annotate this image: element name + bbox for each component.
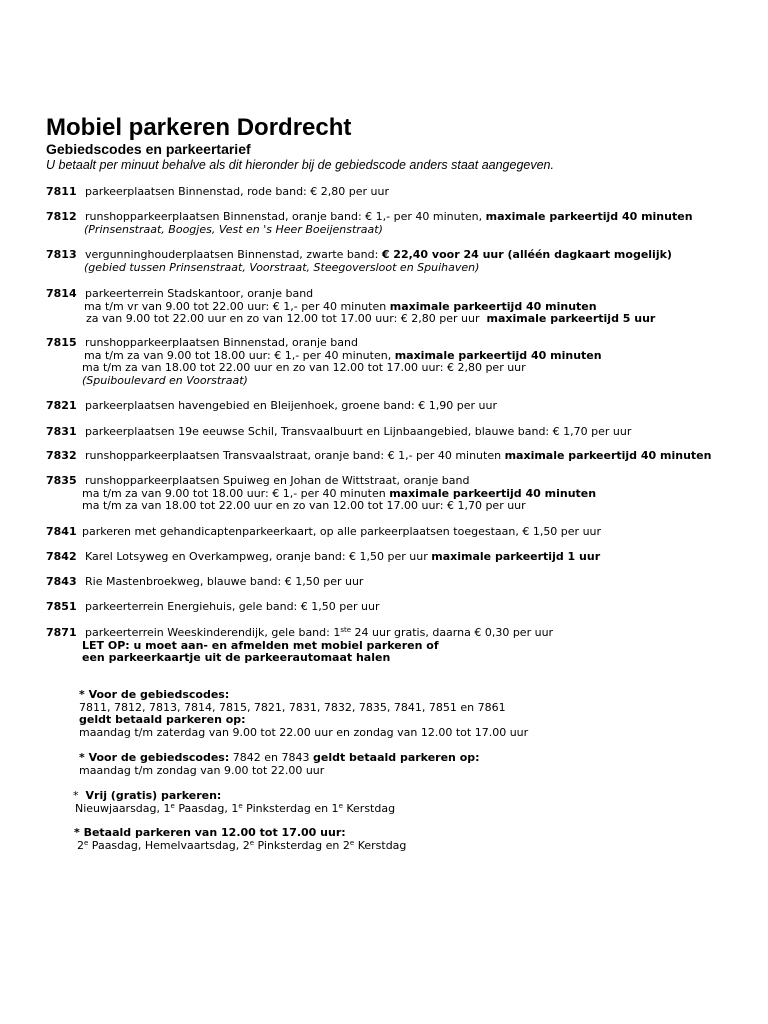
note-times: maandag t/m zaterdag van 9.00 tot 22.00 uur en zondag van 12.00 tot 17.00 uur bbox=[79, 725, 529, 739]
rate-evening: ma t/m za van 18.00 tot 22.00 uur en zo van 12.00 tot 17.00 uur: € 2,80 per uur bbox=[82, 361, 526, 374]
note-heading: Vrij (gratis) parkeren: bbox=[85, 789, 222, 802]
max-parking-time: maximale parkeertijd 40 minuten bbox=[394, 348, 602, 362]
max-parking-time: maximale parkeertijd 40 minuten bbox=[504, 449, 712, 462]
note-paid-parking-afternoon bbox=[74, 827, 768, 852]
area-code: 7821 bbox=[46, 399, 77, 412]
area-code: 7832 bbox=[46, 449, 77, 462]
area-description: parkeerplaatsen havengebied en Bleijenhoek, groene band: € 1,90 per uur bbox=[85, 399, 497, 412]
note-times: maandag t/m zondag van 9.00 tot 22.00 uur bbox=[79, 763, 325, 777]
note-free-parking bbox=[73, 790, 768, 815]
day-card-rate: € 22,40 voor 24 uur (alléén dagkaart mogelijk) bbox=[381, 248, 672, 261]
warning-text: LET OP: u moet aan- en afmelden met mobiel parkeren of bbox=[82, 638, 439, 652]
rate-weekday: ma t/m vr van 9.00 tot 22.00 uur: € 1,- per 40 minuten bbox=[84, 299, 387, 313]
max-parking-time: maximale parkeertijd 40 minuten bbox=[389, 299, 597, 313]
note-paid-parking-general bbox=[79, 689, 768, 739]
area-description: runshopparkeerplaatsen Binnenstad, oranje band bbox=[85, 336, 358, 349]
max-parking-time: maximale parkeertijd 1 uur bbox=[431, 550, 601, 563]
area-code: 7811 bbox=[46, 185, 77, 198]
area-entry-7814 bbox=[0, 288, 768, 326]
note-heading: * Voor de gebiedscodes: bbox=[79, 688, 230, 701]
area-streets: (Prinsenstraat, Boogjes, Vest en 's Heer Boeijenstraat) bbox=[84, 222, 383, 236]
area-entry-7851 bbox=[0, 601, 768, 614]
area-code: 7841 bbox=[46, 525, 77, 538]
note-area-codes: 7811, 7812, 7813, 7814, 7815, 7821, 7831, 7832, 7835, 7841, 7851 en 7861 bbox=[79, 700, 506, 714]
note-subheading: geldt betaald parkeren op: bbox=[79, 713, 246, 726]
area-entry-7821 bbox=[0, 400, 768, 413]
note-heading: * Voor de gebiedscodes: bbox=[79, 751, 230, 764]
note-area-codes: 7842 en 7843 bbox=[232, 751, 310, 764]
warning-text: een parkeerkaartje uit de parkeerautomaat halen bbox=[82, 651, 391, 664]
area-code: 7835 bbox=[46, 474, 77, 487]
page-title: Mobiel parkeren Dordrecht bbox=[46, 114, 352, 141]
area-description: Karel Lotsyweg en Overkampweg, oranje band: € 1,50 per uur bbox=[85, 550, 428, 563]
area-description: parkeerplaatsen 19e eeuwse Schil, Transvaalbuurt en Lijnbaangebied, blauwe band: € 1,70 per uur bbox=[85, 425, 632, 438]
note-holidays: Nieuwjaarsdag, 1e Paasdag, 1e Pinksterdag en 1e Kerstdag bbox=[75, 801, 396, 815]
area-entry-7843 bbox=[0, 576, 768, 589]
max-parking-time: maximale parkeertijd 5 uur bbox=[486, 312, 656, 325]
area-description: vergunninghouderplaatsen Binnenstad, zwarte band: bbox=[85, 248, 379, 261]
area-streets: (Spuiboulevard en Voorstraat) bbox=[82, 373, 248, 387]
max-parking-time: maximale parkeertijd 40 minuten bbox=[389, 486, 597, 500]
area-description: parkeerplaatsen Binnenstad, rode band: € 2,80 per uur bbox=[85, 185, 389, 198]
area-description: parkeren met gehandicaptenparkeerkaart, op alle parkeerplaatsen toegestaan, € 1,50 per uur bbox=[82, 525, 602, 538]
area-code: 7842 bbox=[46, 550, 77, 563]
intro-text: U betaalt per minuut behalve als dit hieronder bij de gebiedscode anders staat aangegeven. bbox=[46, 158, 554, 172]
rate-evening: ma t/m za van 18.00 tot 22.00 uur en zo van 12.00 tot 17.00 uur: € 1,70 per uur bbox=[82, 499, 526, 512]
area-description: runshopparkeerplaatsen Spuiweg en Johan de Wittstraat, oranje band bbox=[85, 474, 470, 487]
area-description: Rie Mastenbroekweg, blauwe band: € 1,50 per uur bbox=[85, 575, 364, 588]
area-code: 7812 bbox=[46, 210, 77, 223]
area-description: parkeerterrein Stadskantoor, oranje band bbox=[85, 287, 314, 300]
area-streets: (gebied tussen Prinsenstraat, Voorstraat, Steegoversloot en Spuihaven) bbox=[84, 260, 480, 274]
area-entry-7841 bbox=[0, 526, 768, 539]
note-paid-parking-7842-7843 bbox=[79, 752, 768, 777]
area-entry-7811 bbox=[0, 186, 768, 199]
area-entry-7812 bbox=[0, 211, 768, 236]
note-subheading: geldt betaald parkeren op: bbox=[312, 751, 480, 764]
note-star: * bbox=[73, 789, 79, 802]
area-entry-7815 bbox=[0, 337, 768, 387]
area-entry-7871 bbox=[0, 627, 768, 665]
note-heading: * Betaald parkeren van 12.00 tot 17.00 uur: bbox=[74, 826, 346, 839]
area-code: 7831 bbox=[46, 425, 77, 438]
area-code: 7815 bbox=[46, 336, 77, 349]
rate-weekend: za van 9.00 tot 22.00 uur en zo van 12.00 tot 17.00 uur: € 2,80 per uur bbox=[86, 312, 480, 325]
area-description: parkeerterrein Weeskinderendijk, gele band: 1ste 24 uur gratis, daarna € 0,30 per uur bbox=[85, 626, 554, 639]
area-code: 7871 bbox=[46, 626, 77, 639]
area-description: parkeerterrein Energiehuis, gele band: € 1,50 per uur bbox=[85, 600, 380, 613]
max-parking-time: maximale parkeertijd 40 minuten bbox=[485, 210, 693, 223]
area-entry-7832 bbox=[0, 450, 768, 463]
area-code: 7813 bbox=[46, 248, 77, 261]
rate-daytime: ma t/m za van 9.00 tot 18.00 uur: € 1,- per 40 minuten bbox=[82, 486, 386, 500]
area-code: 7843 bbox=[46, 575, 77, 588]
note-holidays: 2e Paasdag, Hemelvaartsdag, 2e Pinksterdag en 2e Kerstdag bbox=[77, 838, 407, 852]
area-entry-7813 bbox=[0, 249, 768, 274]
area-entry-7842 bbox=[0, 551, 768, 564]
area-description: runshopparkeerplaatsen Transvaalstraat, oranje band: € 1,- per 40 minuten bbox=[85, 449, 502, 462]
area-description: runshopparkeerplaatsen Binnenstad, oranje band: € 1,- per 40 minuten, bbox=[85, 210, 483, 223]
area-entry-7835 bbox=[0, 475, 768, 513]
area-entry-7831 bbox=[0, 426, 768, 439]
area-code: 7814 bbox=[46, 287, 77, 300]
rate-daytime: ma t/m za van 9.00 tot 18.00 uur: € 1,- per 40 minuten, bbox=[84, 348, 392, 362]
page-subtitle: Gebiedscodes en parkeertarief bbox=[46, 141, 251, 157]
area-code: 7851 bbox=[46, 600, 77, 613]
